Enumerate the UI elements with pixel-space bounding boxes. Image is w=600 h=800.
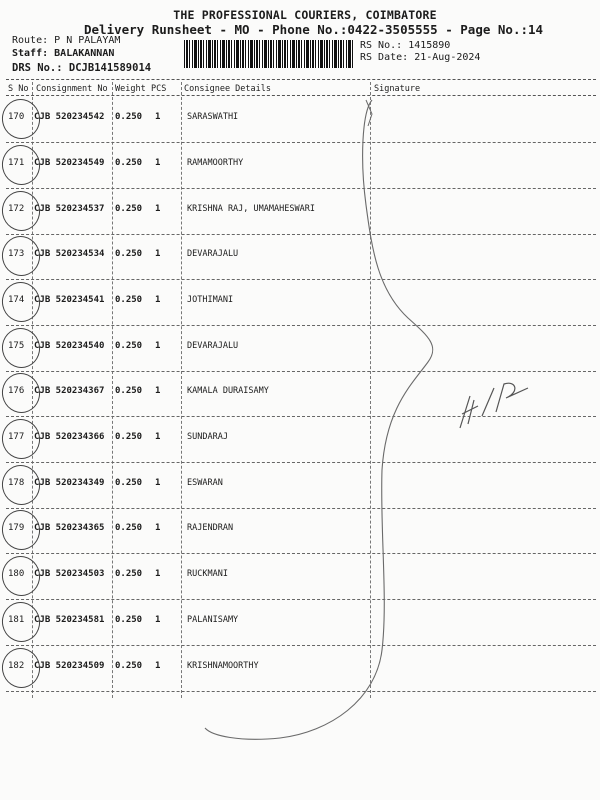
rs-date-label: RS Date: (360, 52, 409, 63)
row-serial-number: 172 (8, 204, 25, 214)
row-serial-number: 174 (8, 295, 25, 305)
route-value: P N PALAYAM (54, 35, 121, 46)
rs-date-value: 21-Aug-2024 (414, 52, 481, 63)
rs-no-value: 1415890 (408, 40, 451, 51)
column-header-sno: S No (8, 84, 29, 94)
staff-value: BALAKANNAN (54, 48, 115, 59)
row-pieces: 1 (155, 478, 161, 488)
row-consignee: SARASWATHI (187, 112, 239, 122)
row-pieces: 1 (155, 249, 161, 259)
row-serial-number: 175 (8, 341, 25, 351)
column-header-consignment: Consignment No (36, 84, 108, 94)
row-consignee: ESWARAN (187, 478, 223, 488)
row-weight: 0.250 (115, 204, 143, 214)
row-consignee: DEVARAJALU (187, 249, 239, 259)
row-weight: 0.250 (115, 432, 143, 442)
table-row (0, 371, 600, 417)
drs-value: DCJB141589014 (68, 62, 152, 74)
column-header-consignee: Consignee Details (184, 84, 271, 94)
row-consignment-number: CJB 520234534 (34, 249, 105, 259)
table-row (0, 417, 600, 463)
table-row (0, 280, 600, 326)
row-weight: 0.250 (115, 295, 143, 305)
row-serial-number: 176 (8, 386, 25, 396)
row-weight: 0.250 (115, 386, 143, 396)
row-consignment-number: CJB 520234509 (34, 661, 105, 671)
row-consignment-number: CJB 520234581 (34, 615, 105, 625)
column-header-weight: Weight (115, 84, 146, 94)
table-row (0, 189, 600, 235)
row-serial-number: 178 (8, 478, 25, 488)
row-pieces: 1 (155, 386, 161, 396)
row-serial-number: 179 (8, 523, 25, 533)
table-top-rule (6, 79, 596, 80)
table-row (0, 600, 600, 646)
row-weight: 0.250 (115, 615, 143, 625)
table-row (0, 554, 600, 600)
row-pieces: 1 (155, 341, 161, 351)
row-consignment-number: CJB 520234549 (34, 158, 105, 168)
table-row (0, 646, 600, 692)
row-weight: 0.250 (115, 478, 143, 488)
column-header-pcs: PCS (151, 84, 167, 94)
row-weight: 0.250 (115, 569, 143, 579)
drs-line (12, 62, 151, 74)
drs-label: DRS No.: (12, 62, 63, 74)
row-serial-number: 170 (8, 112, 25, 122)
runsheet-title: Delivery Runsheet - MO - Phone No.:0422-3505555 - Page No.:14 (84, 22, 544, 37)
row-consignee: KRISHNA RAJ, UMAMAHESWARI (187, 204, 315, 214)
table-row (0, 508, 600, 554)
row-pieces: 1 (155, 158, 161, 168)
row-pieces: 1 (155, 615, 161, 625)
row-pieces: 1 (155, 204, 161, 214)
row-serial-number: 181 (8, 615, 25, 625)
row-pieces: 1 (155, 523, 161, 533)
table-row (0, 143, 600, 189)
row-consignment-number: CJB 520234349 (34, 478, 105, 488)
staff-line (12, 48, 114, 59)
row-consignment-number: CJB 520234537 (34, 204, 105, 214)
row-weight: 0.250 (115, 341, 143, 351)
table-row (0, 463, 600, 509)
row-pieces: 1 (155, 661, 161, 671)
row-weight: 0.250 (115, 249, 143, 259)
row-serial-number: 180 (8, 569, 25, 579)
table-row (0, 97, 600, 143)
row-consignment-number: CJB 520234365 (34, 523, 105, 533)
barcode (184, 40, 354, 68)
route-line (12, 35, 120, 46)
row-consignee: DEVARAJALU (187, 341, 239, 351)
row-consignment-number: CJB 520234366 (34, 432, 105, 442)
staff-label: Staff: (12, 48, 49, 59)
rs-no-line (360, 40, 450, 51)
row-consignee: KAMALA DURAISAMY (187, 386, 269, 396)
table-row (0, 234, 600, 280)
row-consignee: RAJENDRAN (187, 523, 234, 533)
row-consignment-number: CJB 520234541 (34, 295, 105, 305)
row-pieces: 1 (155, 295, 161, 305)
company-name: THE PROFESSIONAL COURIERS, COIMBATORE (173, 8, 437, 22)
row-consignment-number: CJB 520234367 (34, 386, 105, 396)
row-serial-number: 177 (8, 432, 25, 442)
table-row (0, 326, 600, 372)
column-header-signature: Signature (374, 84, 421, 94)
row-serial-number: 182 (8, 661, 25, 671)
row-weight: 0.250 (115, 661, 143, 671)
row-pieces: 1 (155, 112, 161, 122)
row-consignment-number: CJB 520234503 (34, 569, 105, 579)
row-consignee: RUCKMANI (187, 569, 228, 579)
row-serial-number: 173 (8, 249, 25, 259)
row-weight: 0.250 (115, 158, 143, 168)
row-serial-number: 171 (8, 158, 25, 168)
row-pieces: 1 (155, 569, 161, 579)
route-label: Route: (12, 35, 49, 46)
row-divider (6, 691, 596, 692)
rs-no-label: RS No.: (360, 40, 403, 51)
row-pieces: 1 (155, 432, 161, 442)
row-weight: 0.250 (115, 112, 143, 122)
header-bottom-rule (6, 95, 596, 96)
row-consignee: KRISHNAMOORTHY (187, 661, 259, 671)
row-consignee: JOTHIMANI (187, 295, 234, 305)
row-consignee: RAMAMOORTHY (187, 158, 244, 168)
row-consignee: PALANISAMY (187, 615, 239, 625)
row-consignee: SUNDARAJ (187, 432, 228, 442)
row-consignment-number: CJB 520234542 (34, 112, 105, 122)
row-consignment-number: CJB 520234540 (34, 341, 105, 351)
rs-date-line (360, 52, 480, 63)
row-weight: 0.250 (115, 523, 143, 533)
